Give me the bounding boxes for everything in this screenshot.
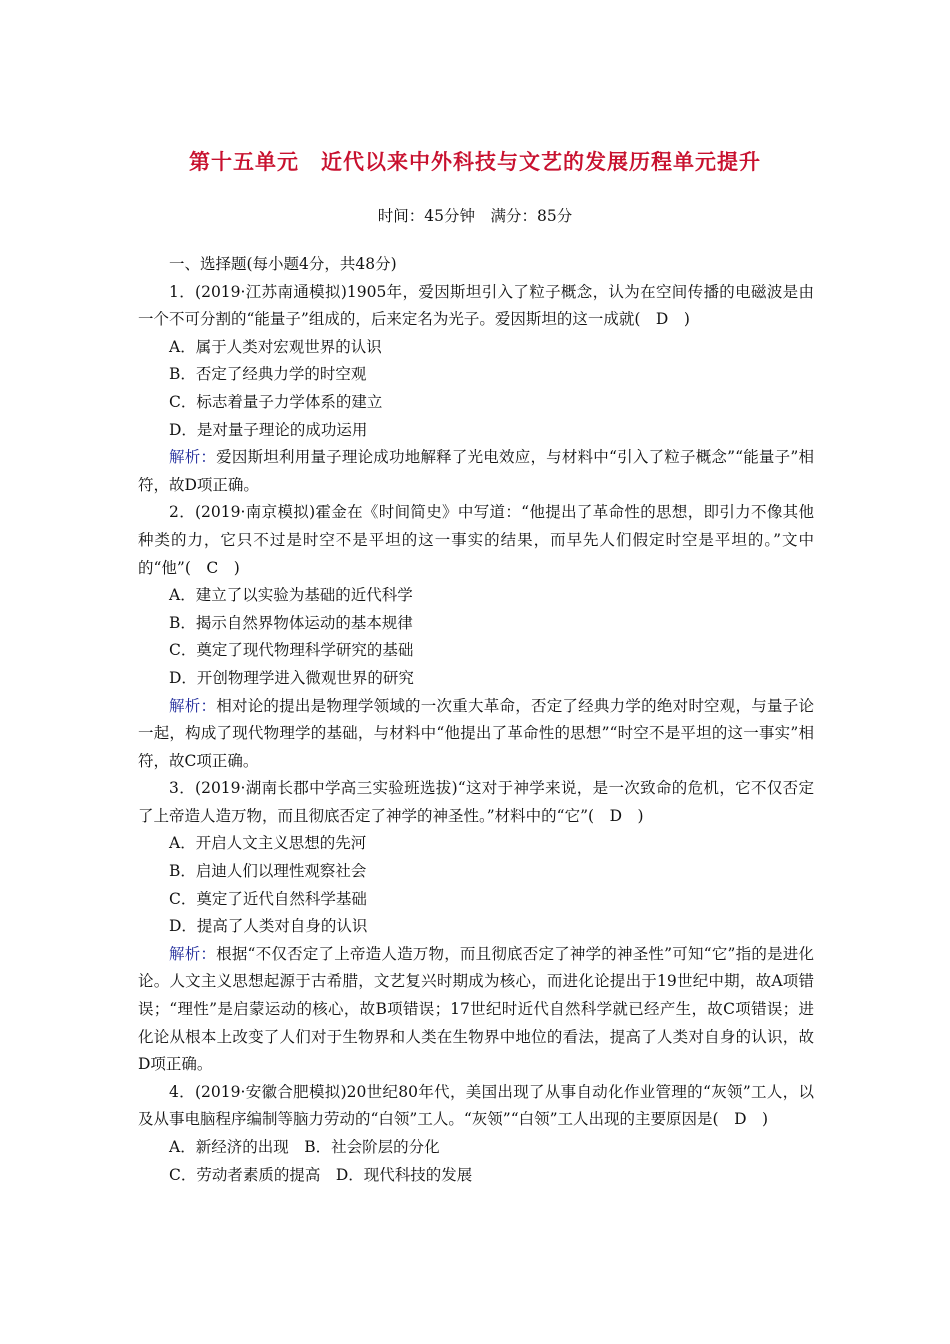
unit-title: 第十五单元 近代以来中外科技与文艺的发展历程单元提升 xyxy=(189,150,761,174)
option-b: B．揭示自然界物体运动的基本规律 xyxy=(169,613,413,632)
exam-meta: 时间：45分钟 满分：85分 xyxy=(377,207,573,225)
option-c: C．奠定了近代自然科学基础 xyxy=(169,889,367,908)
option-a: A．建立了以实验为基础的近代科学 xyxy=(169,586,413,605)
option-c: C．标志着量子力学体系的建立 xyxy=(169,392,383,411)
option-b: B．启迪人们以理性观察社会 xyxy=(169,862,367,881)
option-a: A．开启人文主义思想的先河 xyxy=(169,834,367,853)
question-4 xyxy=(138,1079,814,1189)
option-a: A．属于人类对宏观世界的认识 xyxy=(169,337,382,356)
question-stem: 3．(2019·湖南长郡中学高三实验班选拔)“这对于神学来说，是一次致命的危机，它不仅否定了上帝造人造万物，而且彻底否定了神学的神圣性。”材料中的“它”( D ) xyxy=(138,779,814,825)
explanation: 解析：相对论的提出是物理学领域的一次重大革命，否定了经典力学的绝对时空观，与量子论一起，构成了现代物理学的基础，与材料中“他提出了革命性的思想”“时空不是平坦的这一事实”相符，故C项正确。 xyxy=(138,696,814,770)
option-row-ab: A．新经济的出现 B．社会阶层的分化 xyxy=(169,1138,440,1156)
document-body xyxy=(138,251,814,1189)
section-heading: 一、选择题(每小题4分，共48分) xyxy=(169,255,397,273)
option-row-cd: C．劳动者素质的提高 D．现代科技的发展 xyxy=(169,1165,473,1184)
question-3 xyxy=(138,775,814,1079)
answer-mark: D ) xyxy=(718,1110,769,1129)
explanation-label: 解析： xyxy=(169,696,217,715)
option-d: D．是对量子理论的成功运用 xyxy=(169,420,368,439)
explanation: 解析：爱因斯坦利用量子理论成功地解释了光电效应，与材料中“引入了粒子概念”“能量子”相符，故D项正确。 xyxy=(138,448,814,494)
question-stem: 4．(2019·安徽合肥模拟)20世纪80年代，美国出现了从事自动化作业管理的“灰领”工人，以及从事电脑程序编制等脑力劳动的“白领”工人。“灰领”“白领”工人出现的主要原因是( D ) xyxy=(138,1082,814,1129)
answer-mark: D ) xyxy=(594,806,644,825)
option-d: D．开创物理学进入微观世界的研究 xyxy=(169,668,414,687)
question-stem: 1．(2019·江苏南通模拟)1905年，爱因斯坦引入了粒子概念，认为在空间传播的电磁波是由一个不可分割的“能量子”组成的，后来定名为光子。爱因斯坦的这一成就( D ) xyxy=(138,282,814,329)
question-1 xyxy=(138,279,814,500)
answer-mark: D ) xyxy=(640,310,690,329)
explanation-label: 解析： xyxy=(169,448,217,467)
question-2 xyxy=(138,499,814,775)
option-b: B．否定了经典力学的时空观 xyxy=(169,365,367,384)
answer-mark: C ) xyxy=(190,558,240,577)
explanation-label: 解析： xyxy=(169,944,217,963)
option-c: C．奠定了现代物理科学研究的基础 xyxy=(169,641,414,660)
question-stem: 2．(2019·南京模拟)霍金在《时间简史》中写道：“他提出了革命性的思想，即引力不像其他种类的力，它只不过是时空不是平坦的这一事实的结果，而早先人们假定时空是平坦的。”文中的“他”( C ) xyxy=(138,503,814,577)
explanation: 解析：根据“不仅否定了上帝造人造万物，而且彻底否定了神学的神圣性”可知“它”指的是进化论。人文主义思想起源于古希腊，文艺复兴时期成为核心，而进化论提出于19世纪中期，故A项错误；“理性”是启蒙运动的核心，故B项错误；17世纪时近代自然科学就已经产生，故C项错误；进化论从根本上改变了人们对于生物界和人类在生物界中地位的看法，提高了人类对自身的认识，故D项正确。 xyxy=(138,944,814,1074)
option-d: D．提高了人类对自身的认识 xyxy=(169,917,368,936)
